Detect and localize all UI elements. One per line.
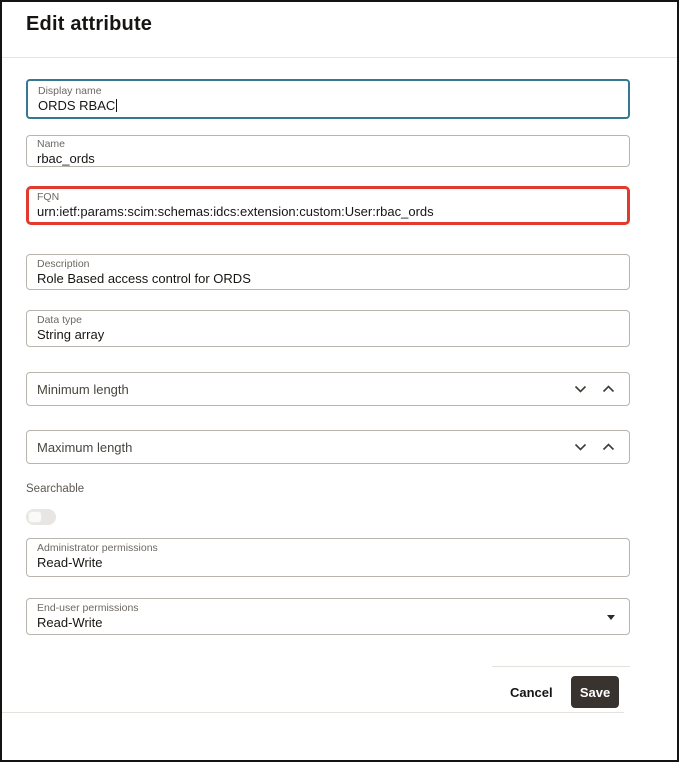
data-type-label: Data type <box>37 314 82 326</box>
description-value: Role Based access control for ORDS <box>37 271 251 286</box>
cancel-button[interactable]: Cancel <box>496 676 567 708</box>
minimum-length-label: Minimum length <box>37 381 129 397</box>
name-value: rbac_ords <box>37 151 95 166</box>
bottom-divider <box>2 712 624 713</box>
maximum-length-field[interactable] <box>26 430 630 464</box>
description-label: Description <box>37 258 90 270</box>
chevron-down-icon[interactable] <box>574 385 587 393</box>
searchable-label: Searchable <box>26 483 85 495</box>
save-button[interactable]: Save <box>571 676 619 708</box>
end-user-permissions-label: End-user permissions <box>37 602 139 614</box>
fqn-value: urn:ietf:params:scim:schemas:idcs:extension:custom:User:rbac_ords <box>37 204 434 219</box>
administrator-permissions-label: Administrator permissions <box>37 542 158 554</box>
chevron-down-icon[interactable] <box>574 443 587 451</box>
data-type-field[interactable] <box>26 310 630 347</box>
end-user-permissions-select[interactable] <box>26 598 630 635</box>
name-field[interactable] <box>26 135 630 167</box>
searchable-toggle[interactable] <box>26 509 56 525</box>
display-name-field[interactable] <box>26 79 630 119</box>
end-user-permissions-value: Read-Write <box>37 615 103 630</box>
chevron-up-icon[interactable] <box>602 443 615 451</box>
minimum-length-field[interactable] <box>26 372 630 406</box>
administrator-permissions-field[interactable] <box>26 538 630 577</box>
footer-divider <box>492 666 630 667</box>
display-name-value: ORDS RBAC <box>38 98 116 113</box>
fqn-field-highlighted[interactable] <box>26 186 630 225</box>
description-field[interactable] <box>26 254 630 290</box>
header-divider <box>2 57 677 58</box>
dropdown-caret-icon[interactable] <box>607 615 615 620</box>
data-type-value: String array <box>37 327 105 342</box>
toggle-thumb <box>28 511 42 523</box>
maximum-length-label: Maximum length <box>37 439 133 455</box>
page-title: Edit attribute <box>26 13 153 35</box>
display-name-label: Display name <box>38 85 102 97</box>
name-label: Name <box>37 138 66 150</box>
text-cursor <box>116 99 117 112</box>
administrator-permissions-value: Read-Write <box>37 555 103 570</box>
fqn-label: FQN <box>37 191 60 203</box>
chevron-up-icon[interactable] <box>602 385 615 393</box>
